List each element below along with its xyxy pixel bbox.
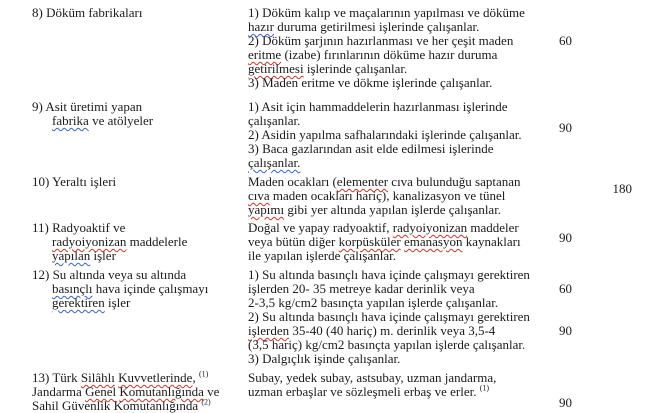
row-9-desc-line-3: 2) Asidin yapılma safhalarındaki işlerinde çalışanlar.	[248, 127, 522, 142]
row-12-desc-line-6: (3,5 hariç) kg/cm2 basınçta yapılan işlerde çalışanlar.	[248, 337, 526, 352]
row-8-desc-line-6: 3) Maden eritme ve dökme işlerinde çalışanlar.	[248, 75, 493, 90]
row-11-desc-line-2: veya bütün diğer korpüsküler emanasyon kaynakları	[248, 234, 521, 249]
footnote-ref: (1)	[198, 369, 209, 379]
footnote-ref: (1)	[479, 383, 490, 393]
row-12-name-line-3: gerektiren işler	[52, 295, 131, 310]
row-11-name-line-1: 11) Radyoaktif ve	[32, 220, 126, 235]
row-8-name: 8) Döküm fabrikaları	[32, 5, 143, 20]
row-11-name-line-3: yapılan işler	[52, 248, 116, 263]
row-12-desc-line-1: 1) Su altında basınçlı hava içinde çalışmayı gerektiren	[248, 267, 530, 282]
spell-mark: radyoiyonizan	[392, 220, 468, 235]
row-10-value: 180	[612, 181, 632, 196]
spell-mark: radyoiyonizan	[52, 234, 127, 249]
spell-mark: fabrika	[52, 113, 89, 128]
row-9-name-line-1: 9) Asit üretimi yapan	[32, 99, 143, 114]
spell-mark: hazır	[248, 19, 274, 34]
row-13-name-line-1: 13) Türk Silâhlı Kuvvetlerinde, $^{(1)}$	[32, 369, 209, 385]
row-8-desc-line-5: getirilmesi işlerinde çalışanlar.	[248, 61, 408, 76]
spell-mark: Komutanlığında	[113, 398, 199, 413]
row-10-desc-line-2: cıva maden ocakları hariç), kanalizasyon ve tünel	[248, 188, 506, 203]
spell-mark: Genel	[85, 384, 117, 399]
spell-mark: getirilmesi	[248, 61, 304, 76]
row-9-desc-line-1: 1) Asit için hammaddelerin hazırlanması işlerinde	[248, 99, 508, 114]
row-11-desc-line-3: ile yapılan işlerde çalışanlar.	[248, 248, 396, 263]
row-12-desc-line-2: işlerden 20- 35 metreye kadar derinlik veya	[248, 281, 475, 296]
spell-mark: gerektiren	[52, 295, 105, 310]
row-11-name-line-2: radyoiyonizan maddelerle	[52, 234, 188, 249]
row-12-value-2: 90	[559, 323, 572, 338]
spell-mark: korpüsküler	[338, 234, 401, 249]
row-9-desc-line-4: 3) Baca gazlarından asit elde edilmesi işlerinde	[248, 141, 494, 156]
row-13-value: 90	[559, 395, 572, 410]
row-8-value: 60	[559, 33, 572, 48]
spell-mark: elementer	[336, 174, 389, 189]
row-13-name-line-2: Jandarma Genel Komutanlığında ve	[32, 384, 220, 399]
row-13-desc-text: uzman erbaşlar ve sözleşmeli erbaş ve erler.	[248, 384, 477, 399]
spell-mark: Silâhlı	[80, 370, 115, 385]
row-8-desc-line-3: 2) Döküm şarjının hazırlanması ve her çeşit maden	[248, 33, 514, 48]
spell-mark: Kuvvetlerinde	[118, 370, 193, 385]
row-11-value: 90	[559, 230, 572, 245]
row-9-name-line-2: fabrika ve atölyeler	[52, 113, 154, 128]
spell-mark: yapılan	[52, 248, 91, 263]
row-12-desc-line-3: 2-3,5 kg/cm2 basınçta yapılan işlerde çalışanlar.	[248, 295, 499, 310]
row-13-name-line-3: Sahil Güvenlik Komutanlığında $^{(2)}$	[32, 397, 211, 413]
row-12-name-line-1: 12) Su altında veya su altında	[32, 267, 187, 282]
row-9-desc-line-5	[248, 156, 300, 170]
spell-mark: basınçlı	[52, 281, 93, 296]
row-10-name: 10) Yeraltı işleri	[32, 174, 117, 189]
row-12-desc-line-7: 3) Dalgıçlık işinde çalışanlar.	[248, 351, 401, 366]
row-13-desc-line-1: Subay, yedek subay, astsubay, uzman jandarma,	[248, 370, 497, 385]
row-13-desc-line-2	[248, 385, 489, 399]
row-12-value-1: 60	[559, 281, 572, 296]
row-8-desc-line-1: 1) Döküm kalıp ve maçalarının yapılması ve döküme	[248, 5, 525, 20]
row-12-desc-line-5: işlerden 35-40 (40 hariç) m. derinlik veya 3,5-4	[248, 323, 496, 338]
row-8-desc-line-4: eritme (izabe) fırınlarının döküme hazır duruma	[248, 47, 498, 62]
spell-mark: Komutanlığında	[119, 384, 204, 399]
row-9-value: 90	[559, 120, 572, 135]
spell-mark: eritme	[248, 47, 282, 62]
spell-mark: işlerden	[248, 323, 290, 338]
row-11-desc-line-1: Doğal ve yapay radyoaktif, radyoiyonizan maddeler	[248, 220, 519, 235]
spell-mark: çalışanlar.	[248, 155, 301, 170]
row-10-desc-line-1: Maden ocakları (elementer cıva bulunduğu saptanan	[248, 174, 521, 189]
footnote-ref: (2)	[201, 397, 211, 407]
row-12-name-line-2: basınçlı hava içinde çalışmayı	[52, 281, 209, 296]
spell-mark: cıva	[248, 188, 270, 203]
spell-mark: yapımı	[248, 202, 285, 217]
row-8-desc-line-2: hazır duruma getirilmesi işlerinde çalışanlar.	[248, 19, 480, 34]
spell-mark: emanasyon	[403, 234, 463, 249]
row-12-desc-line-4: 2) Su altında basınçlı hava içinde çalışmayı gerektiren	[248, 309, 530, 324]
row-9-desc-line-2: çalışanlar.	[248, 113, 301, 128]
row-10-desc-line-3: yapımı gibi yer altında yapılan işlerde çalışanlar.	[248, 202, 502, 217]
